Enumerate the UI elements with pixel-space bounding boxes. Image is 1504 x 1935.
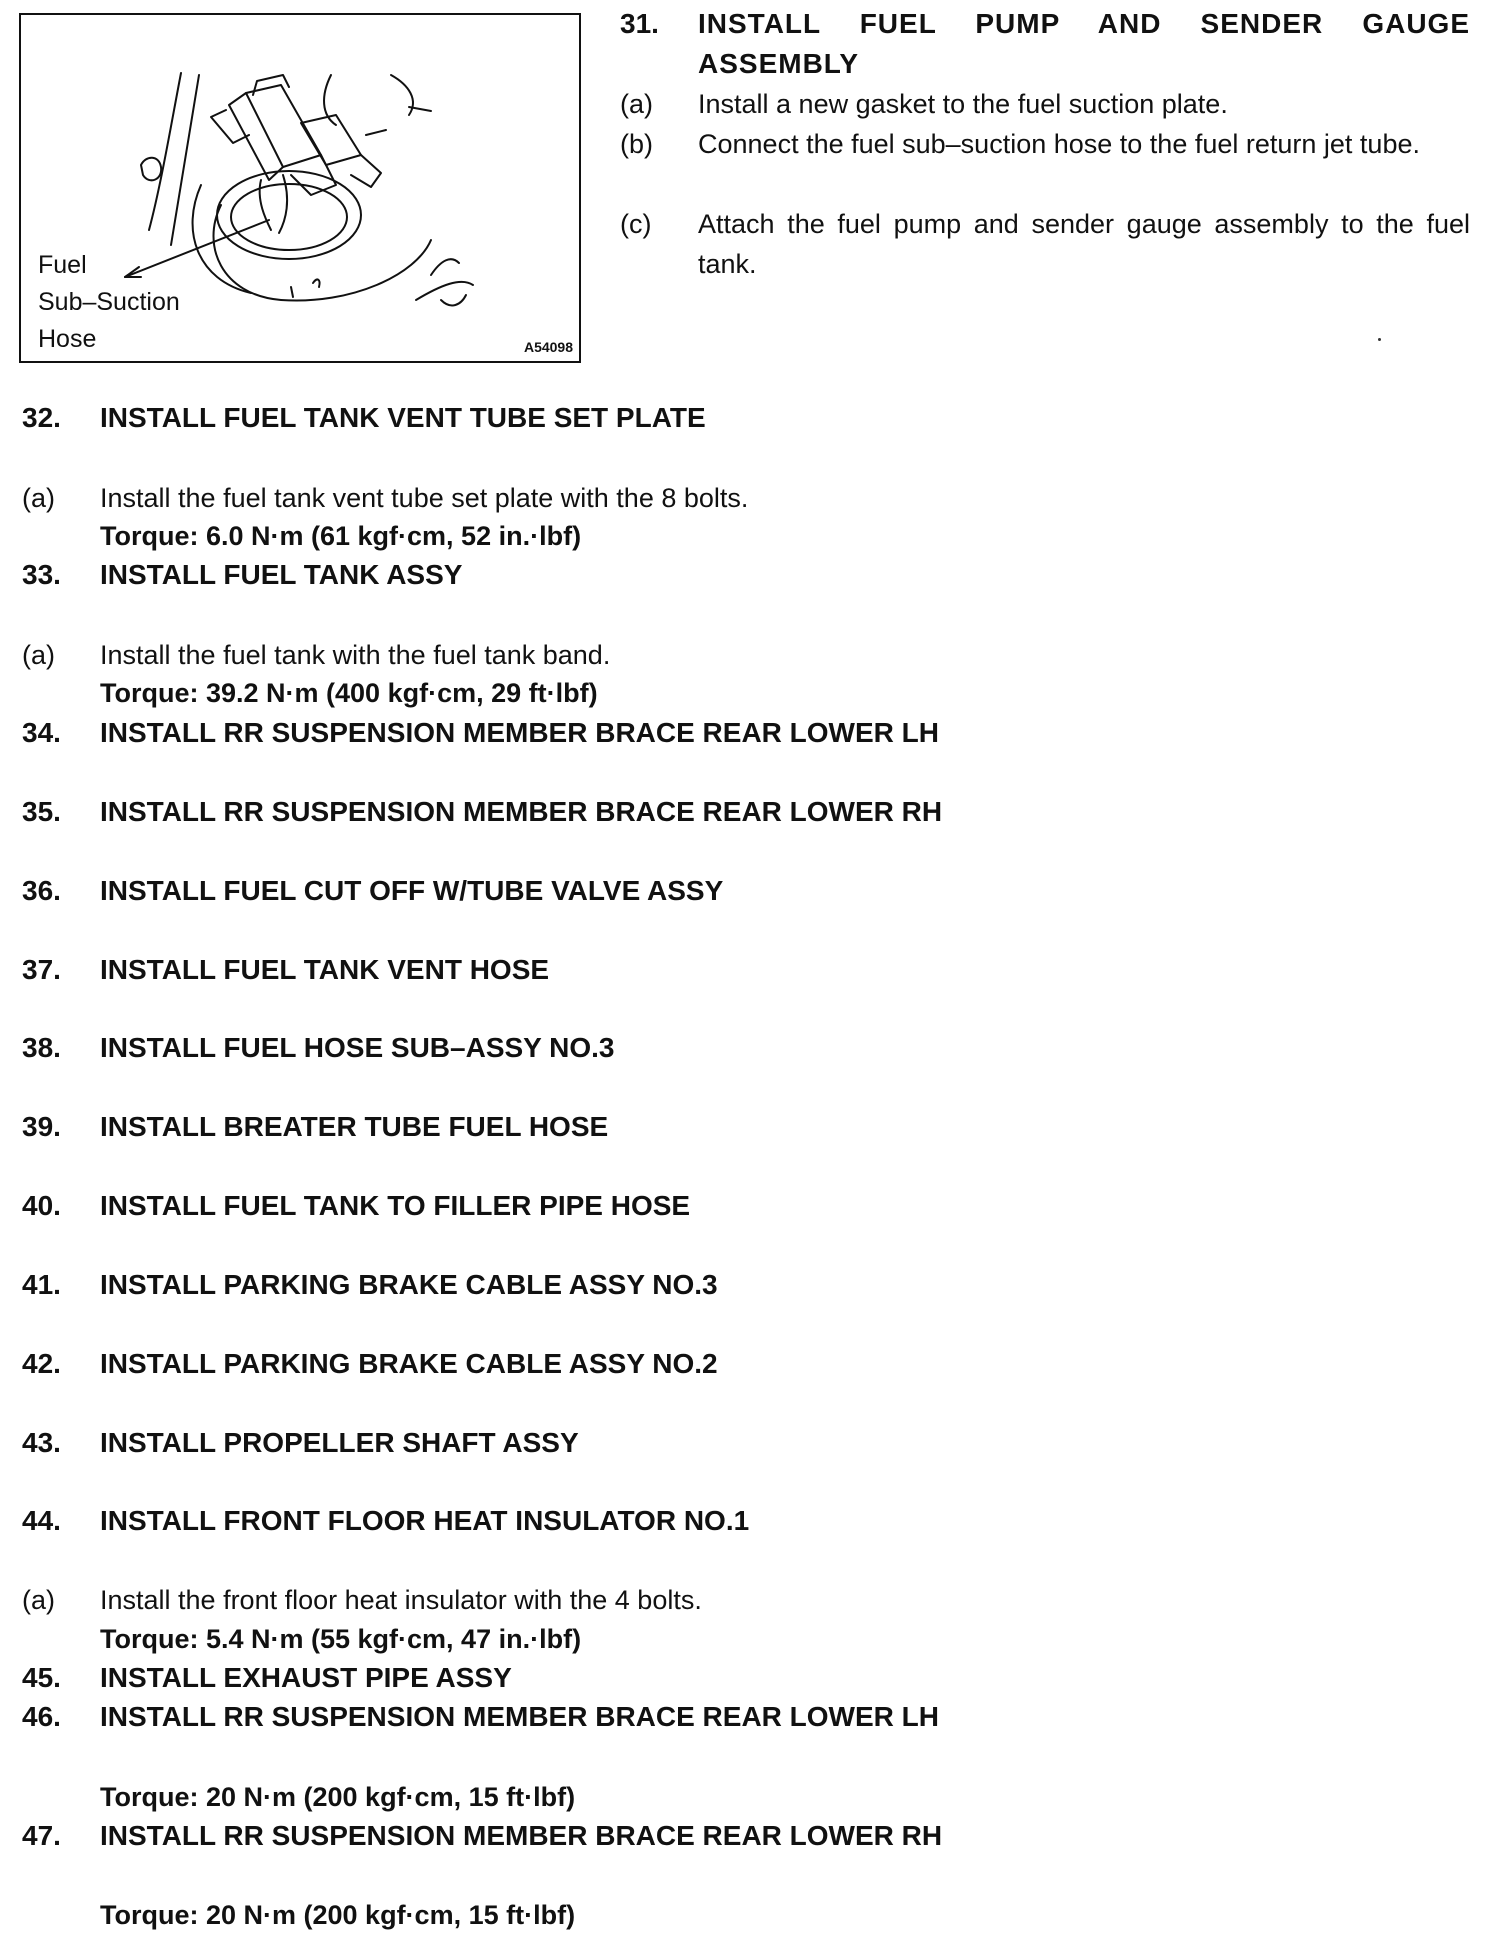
section-number: 37. bbox=[22, 954, 61, 985]
section-number: 38. bbox=[22, 1032, 61, 1063]
section-33-torque: Torque: 39.2 N·m (400 kgf·cm, 29 ft·lbf) bbox=[100, 678, 598, 708]
section-title: INSTALL RR SUSPENSION MEMBER BRACE REAR LOWER RH bbox=[100, 1820, 943, 1851]
section-39-heading bbox=[22, 1107, 608, 1147]
section-title: INSTALL FRONT FLOOR HEAT INSULATOR NO.1 bbox=[100, 1505, 750, 1536]
section-number: 43. bbox=[22, 1427, 61, 1458]
section-32-step bbox=[22, 478, 748, 518]
section-34-heading bbox=[22, 713, 939, 753]
step-text: Attach the fuel pump and sender gauge assembly to the fuel tank. bbox=[698, 209, 1470, 279]
figure-label-line-1: Fuel bbox=[38, 251, 87, 279]
section-number: 39. bbox=[22, 1111, 61, 1142]
section-title: INSTALL FUEL HOSE SUB–ASSY NO.3 bbox=[100, 1032, 615, 1063]
figure-code: A54098 bbox=[523, 339, 573, 355]
step-text: Connect the fuel sub–suction hose to the fuel return jet tube. bbox=[698, 129, 1420, 159]
section-32-heading bbox=[22, 398, 706, 438]
section-32-torque: Torque: 6.0 N·m (61 kgf·cm, 52 in.·lbf) bbox=[100, 521, 582, 551]
figure-label-line-2: Sub–Suction bbox=[38, 288, 180, 316]
section-number: 42. bbox=[22, 1348, 61, 1379]
section-title: INSTALL BREATER TUBE FUEL HOSE bbox=[100, 1111, 609, 1142]
step-label: (a) bbox=[22, 640, 55, 670]
section-number: 45. bbox=[22, 1662, 61, 1693]
section-38-heading bbox=[22, 1028, 614, 1068]
section-number: 35. bbox=[22, 796, 61, 827]
section-title: INSTALL PROPELLER SHAFT ASSY bbox=[100, 1427, 579, 1458]
section-title: INSTALL RR SUSPENSION MEMBER BRACE REAR LOWER RH bbox=[100, 796, 943, 827]
section-43-heading bbox=[22, 1423, 579, 1463]
stray-mark bbox=[1378, 338, 1381, 341]
step-label: (a) bbox=[22, 483, 55, 513]
section-title: INSTALL RR SUSPENSION MEMBER BRACE REAR LOWER LH bbox=[100, 1701, 939, 1732]
step-text: Install the front floor heat insulator with the 4 bolts. bbox=[100, 1585, 702, 1615]
section-number: 40. bbox=[22, 1190, 61, 1221]
section-title: INSTALL PARKING BRAKE CABLE ASSY NO.2 bbox=[100, 1348, 718, 1379]
section-46-torque: Torque: 20 N·m (200 kgf·cm, 15 ft·lbf) bbox=[100, 1782, 576, 1812]
section-45-heading bbox=[22, 1658, 512, 1698]
section-41-heading bbox=[22, 1265, 718, 1305]
section-44-step bbox=[22, 1580, 702, 1620]
section-number: 34. bbox=[22, 717, 61, 748]
section-number: 46. bbox=[22, 1701, 61, 1732]
section-number: 47. bbox=[22, 1820, 61, 1851]
section-40-heading bbox=[22, 1186, 690, 1226]
section-title: INSTALL FUEL TANK VENT HOSE bbox=[100, 954, 550, 985]
section-47-heading bbox=[22, 1816, 942, 1856]
section-title: INSTALL FUEL TANK VENT TUBE SET PLATE bbox=[100, 402, 706, 433]
section-37-heading bbox=[22, 950, 549, 990]
section-title: INSTALL EXHAUST PIPE ASSY bbox=[100, 1662, 512, 1693]
section-33-step bbox=[22, 635, 610, 675]
step-text: Install the fuel tank with the fuel tank band. bbox=[100, 640, 611, 670]
section-title: INSTALL FUEL TANK ASSY bbox=[100, 559, 463, 590]
section-42-heading bbox=[22, 1344, 718, 1384]
section-number: 32. bbox=[22, 402, 61, 433]
section-title: INSTALL FUEL PUMP AND SENDER GAUGE ASSEMBLY bbox=[698, 8, 1470, 79]
section-35-heading bbox=[22, 792, 942, 832]
step-label: (b) bbox=[620, 129, 653, 159]
section-number: 31. bbox=[620, 8, 659, 39]
section-46-heading bbox=[22, 1697, 939, 1737]
section-title: INSTALL RR SUSPENSION MEMBER BRACE REAR LOWER LH bbox=[100, 717, 939, 748]
section-number: 36. bbox=[22, 875, 61, 906]
illustration-figure bbox=[19, 13, 581, 363]
step-label: (a) bbox=[620, 89, 653, 119]
section-44-heading bbox=[22, 1501, 749, 1541]
section-33-heading bbox=[22, 555, 462, 595]
section-title: INSTALL PARKING BRAKE CABLE ASSY NO.3 bbox=[100, 1269, 718, 1300]
section-36-heading bbox=[22, 871, 723, 911]
section-44-torque: Torque: 5.4 N·m (55 kgf·cm, 47 in.·lbf) bbox=[100, 1624, 582, 1654]
section-number: 41. bbox=[22, 1269, 61, 1300]
step-label: (c) bbox=[620, 209, 652, 239]
figure-label-line-3: Hose bbox=[38, 325, 97, 353]
section-number: 33. bbox=[22, 559, 61, 590]
step-text: Install a new gasket to the fuel suction plate. bbox=[698, 89, 1228, 119]
section-number: 44. bbox=[22, 1505, 61, 1536]
section-title: INSTALL FUEL TANK TO FILLER PIPE HOSE bbox=[100, 1190, 691, 1221]
step-text: Install the fuel tank vent tube set plate with the 8 bolts. bbox=[100, 483, 749, 513]
section-47-torque: Torque: 20 N·m (200 kgf·cm, 15 ft·lbf) bbox=[100, 1900, 576, 1930]
section-title: INSTALL FUEL CUT OFF W/TUBE VALVE ASSY bbox=[100, 875, 724, 906]
step-label: (a) bbox=[22, 1585, 55, 1615]
